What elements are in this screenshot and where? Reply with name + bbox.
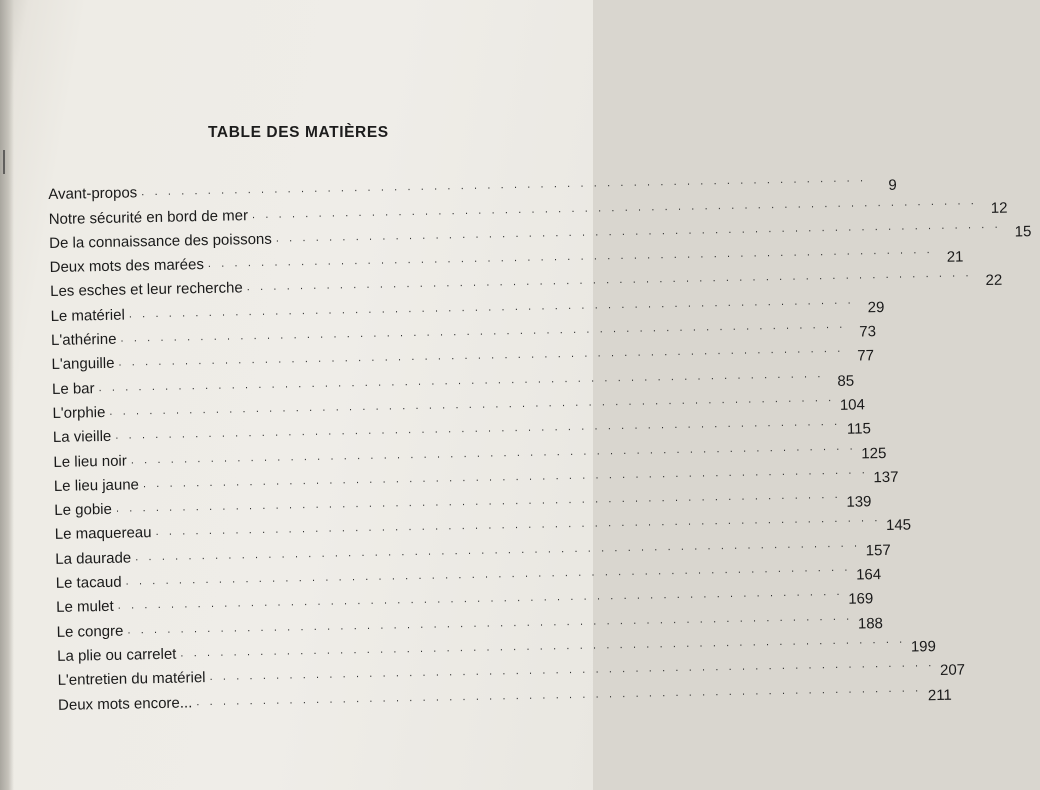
toc-entry-label: Le lieu noir xyxy=(53,452,127,471)
toc-dot-leader: . . . . . . . . . . . . . . . . . . . . . . . . . . . . . . . . . . . . . . . . . . . . . . . . . . . . . . . xyxy=(141,172,867,199)
toc-entry-label: Le gobie xyxy=(54,500,113,520)
toc-dot-leader: . . . . . . . . . . . . . . . . . . . . . . . . . . . . . . . . . . . . . . . . . . . . . . . . . . . . . . . xyxy=(155,512,882,539)
toc-entry-label: L'athérine xyxy=(50,330,117,350)
toc-entry-page-number: 85 xyxy=(837,372,855,390)
toc-dot-leader: . . . . . . . . . . . . . . . . . . . . . . . . . . . . . . . . . . . . . . . . . . . . . . . . . . . . . . . xyxy=(127,610,853,637)
book-gutter xyxy=(0,0,14,790)
gutter-mark xyxy=(3,150,5,174)
toc-dot-leader: . . . . . . . . . . . . . . . . . . . . . . . . . . . . . . . . . . . . . . . . . . . . . . . . . . . . . . . xyxy=(275,218,1002,245)
toc-entry-page-number: 139 xyxy=(846,493,872,511)
toc-entry-page-number: 169 xyxy=(848,590,874,609)
toc-entry-page-number: 115 xyxy=(846,420,872,438)
toc-entry-label: Le matériel xyxy=(50,306,125,325)
toc-dot-leader: . . . . . . . . . . . . . . . . . . . . . . . . . . . . . . . . . . . . . . . . . . . . . . . . . . . . . . . xyxy=(125,561,852,588)
toc-dot-leader: . . . . . . . . . . . . . . . . . . . . . . . . . . . . . . . . . . . . . . . . . . . . . . . . . . . . . . . xyxy=(142,464,869,491)
toc-dot-leader: . . . . . . . . . . . . . . . . . . . . . . . . . . . . . . . . . . . . . . . . . . . . . . . . . . . . . . . xyxy=(109,391,835,418)
toc-dot-leader: . . . . . . . . . . . . . . . . . . . . . . . . . . . . . . . . . . . . . . . . . . . . . . . . . . . . . . . xyxy=(117,586,844,613)
toc-dot-leader: . . . . . . . . . . . . . . . . . . . . . . . . . . . . . . . . . . . . . . . . . . . . . . . . . . . . . . . xyxy=(118,343,844,370)
toc-entry-label: Deux mots des marées xyxy=(49,256,205,277)
toc-entry-page-number: 73 xyxy=(859,323,877,341)
toc-dot-leader: . . . . . . . . . . . . . . . . . . . . . . . . . . . . . . . . . . . . . . . . . . . . . . . . . . . . . . . xyxy=(135,537,861,564)
toc-dot-leader: . . . . . . . . . . . . . . . . . . . . . . . . . . . . . . . . . . . . . . . . . . . . . . . . . . . . . . . xyxy=(209,657,936,684)
toc-entry-page-number: 22 xyxy=(985,272,1003,290)
toc-entry-label: Deux mots encore... xyxy=(57,693,193,714)
toc-entry-page-number: 199 xyxy=(910,637,937,656)
toc-dot-leader: . . . . . . . . . . . . . . . . . . . . . . . . . . . . . . . . . . . . . . . . . . . . . . . . . . . . . . . xyxy=(115,488,842,515)
toc-entry-page-number: 164 xyxy=(855,566,882,584)
toc-entry-page-number: 211 xyxy=(927,686,952,704)
toc-entry-label: Avant-propos xyxy=(48,184,138,204)
toc-entry-label: Les esches et leur recherche xyxy=(49,279,243,301)
toc-entry-page-number: 104 xyxy=(839,396,866,414)
toc-entry-label: Le maquereau xyxy=(54,524,152,544)
toc-entry-page-number: 15 xyxy=(1014,223,1032,241)
toc-entry-label: L'entretien du matériel xyxy=(57,669,206,690)
toc-dot-leader: . . . . . . . . . . . . . . . . . . . . . . . . . . . . . . . . . . . . . . . . . . . . . . . . . . . . . . . xyxy=(130,440,857,467)
toc-dot-leader: . . . . . . . . . . . . . . . . . . . . . . . . . . . . . . . . . . . . . . . . . . . . . . . . . . . . . . . xyxy=(128,294,855,321)
toc-entry-page-number: 157 xyxy=(865,541,891,560)
page-title: TABLE DES MATIÈRES xyxy=(208,124,389,141)
toc-entry-label: L'orphie xyxy=(52,403,106,422)
toc-entry-label: Le congre xyxy=(56,622,124,641)
toc-dot-leader: . . . . . . . . . . . . . . . . . . . . . . . . . . . . . . . . . . . . . . . . . . . . . . . . . . . . . . . xyxy=(251,194,978,221)
toc-entry-label: Le tacaud xyxy=(55,573,122,592)
toc-entry-page-number: 21 xyxy=(946,248,964,266)
toc-entry-page-number: 29 xyxy=(867,298,885,317)
toc-entry-label: Le lieu jaune xyxy=(53,476,140,495)
toc-dot-leader: . . . . . . . . . . . . . . . . . . . . . . . . . . . . . . . . . . . . . . . . . . . . . . . . . . . . . . . xyxy=(120,318,846,345)
toc-entry-page-number: 137 xyxy=(873,468,899,487)
toc-dot-leader: . . . . . . . . . . . . . . . . . . . . . . . . . . . . . . . . . . . . . . . . . . . . . . . . . . . . . . . xyxy=(98,367,825,394)
toc-entry-page-number: 9 xyxy=(888,177,897,195)
toc-dot-leader: . . . . . . . . . . . . . . . . . . . . . . . . . . . . . . . . . . . . . . . . . . . . . . . . . . . . . . . xyxy=(115,416,841,443)
toc-entry-label: Le bar xyxy=(51,379,95,398)
toc-entry-page-number: 188 xyxy=(857,614,884,633)
toc-dot-leader: . . . . . . . . . . . . . . . . . . . . . . . . . . . . . . . . . . . . . . . . . . . . . . . . . . . . . . . xyxy=(246,267,973,294)
toc-entry-page-number: 77 xyxy=(857,347,875,365)
toc-entry-label: Le mulet xyxy=(56,598,114,617)
toc-entry-label: Notre sécurité en bord de mer xyxy=(48,206,249,228)
toc-entry-label: De la connaissance des poissons xyxy=(49,230,272,252)
toc-entry-label: La plie ou carrelet xyxy=(56,645,177,665)
toc-entry-label: La vieille xyxy=(52,428,112,447)
toc-dot-leader: . . . . . . . . . . . . . . . . . . . . . . . . . . . . . . . . . . . . . . . . . . . . . . . . . . . . . . . xyxy=(180,633,906,660)
toc-entry-label: L'anguille xyxy=(51,355,115,374)
toc-entry-page-number: 125 xyxy=(861,444,887,462)
toc-dot-leader: . . . . . . . . . . . . . . . . . . . . . . . . . . . . . . . . . . . . . . . . . . . . . . . . . . . . . . . xyxy=(207,244,934,271)
toc-entry-label: La daurade xyxy=(55,549,132,568)
toc-entry-page-number: 207 xyxy=(939,661,966,680)
toc-dot-leader: . . . . . . . . . . . . . . . . . . . . . . . . . . . . . . . . . . . . . . . . . . . . . . . . . . . . . . . xyxy=(196,681,922,708)
toc-entry-page-number: 12 xyxy=(990,199,1008,217)
table-of-contents xyxy=(48,170,1032,714)
toc-entry-page-number: 145 xyxy=(885,516,912,535)
